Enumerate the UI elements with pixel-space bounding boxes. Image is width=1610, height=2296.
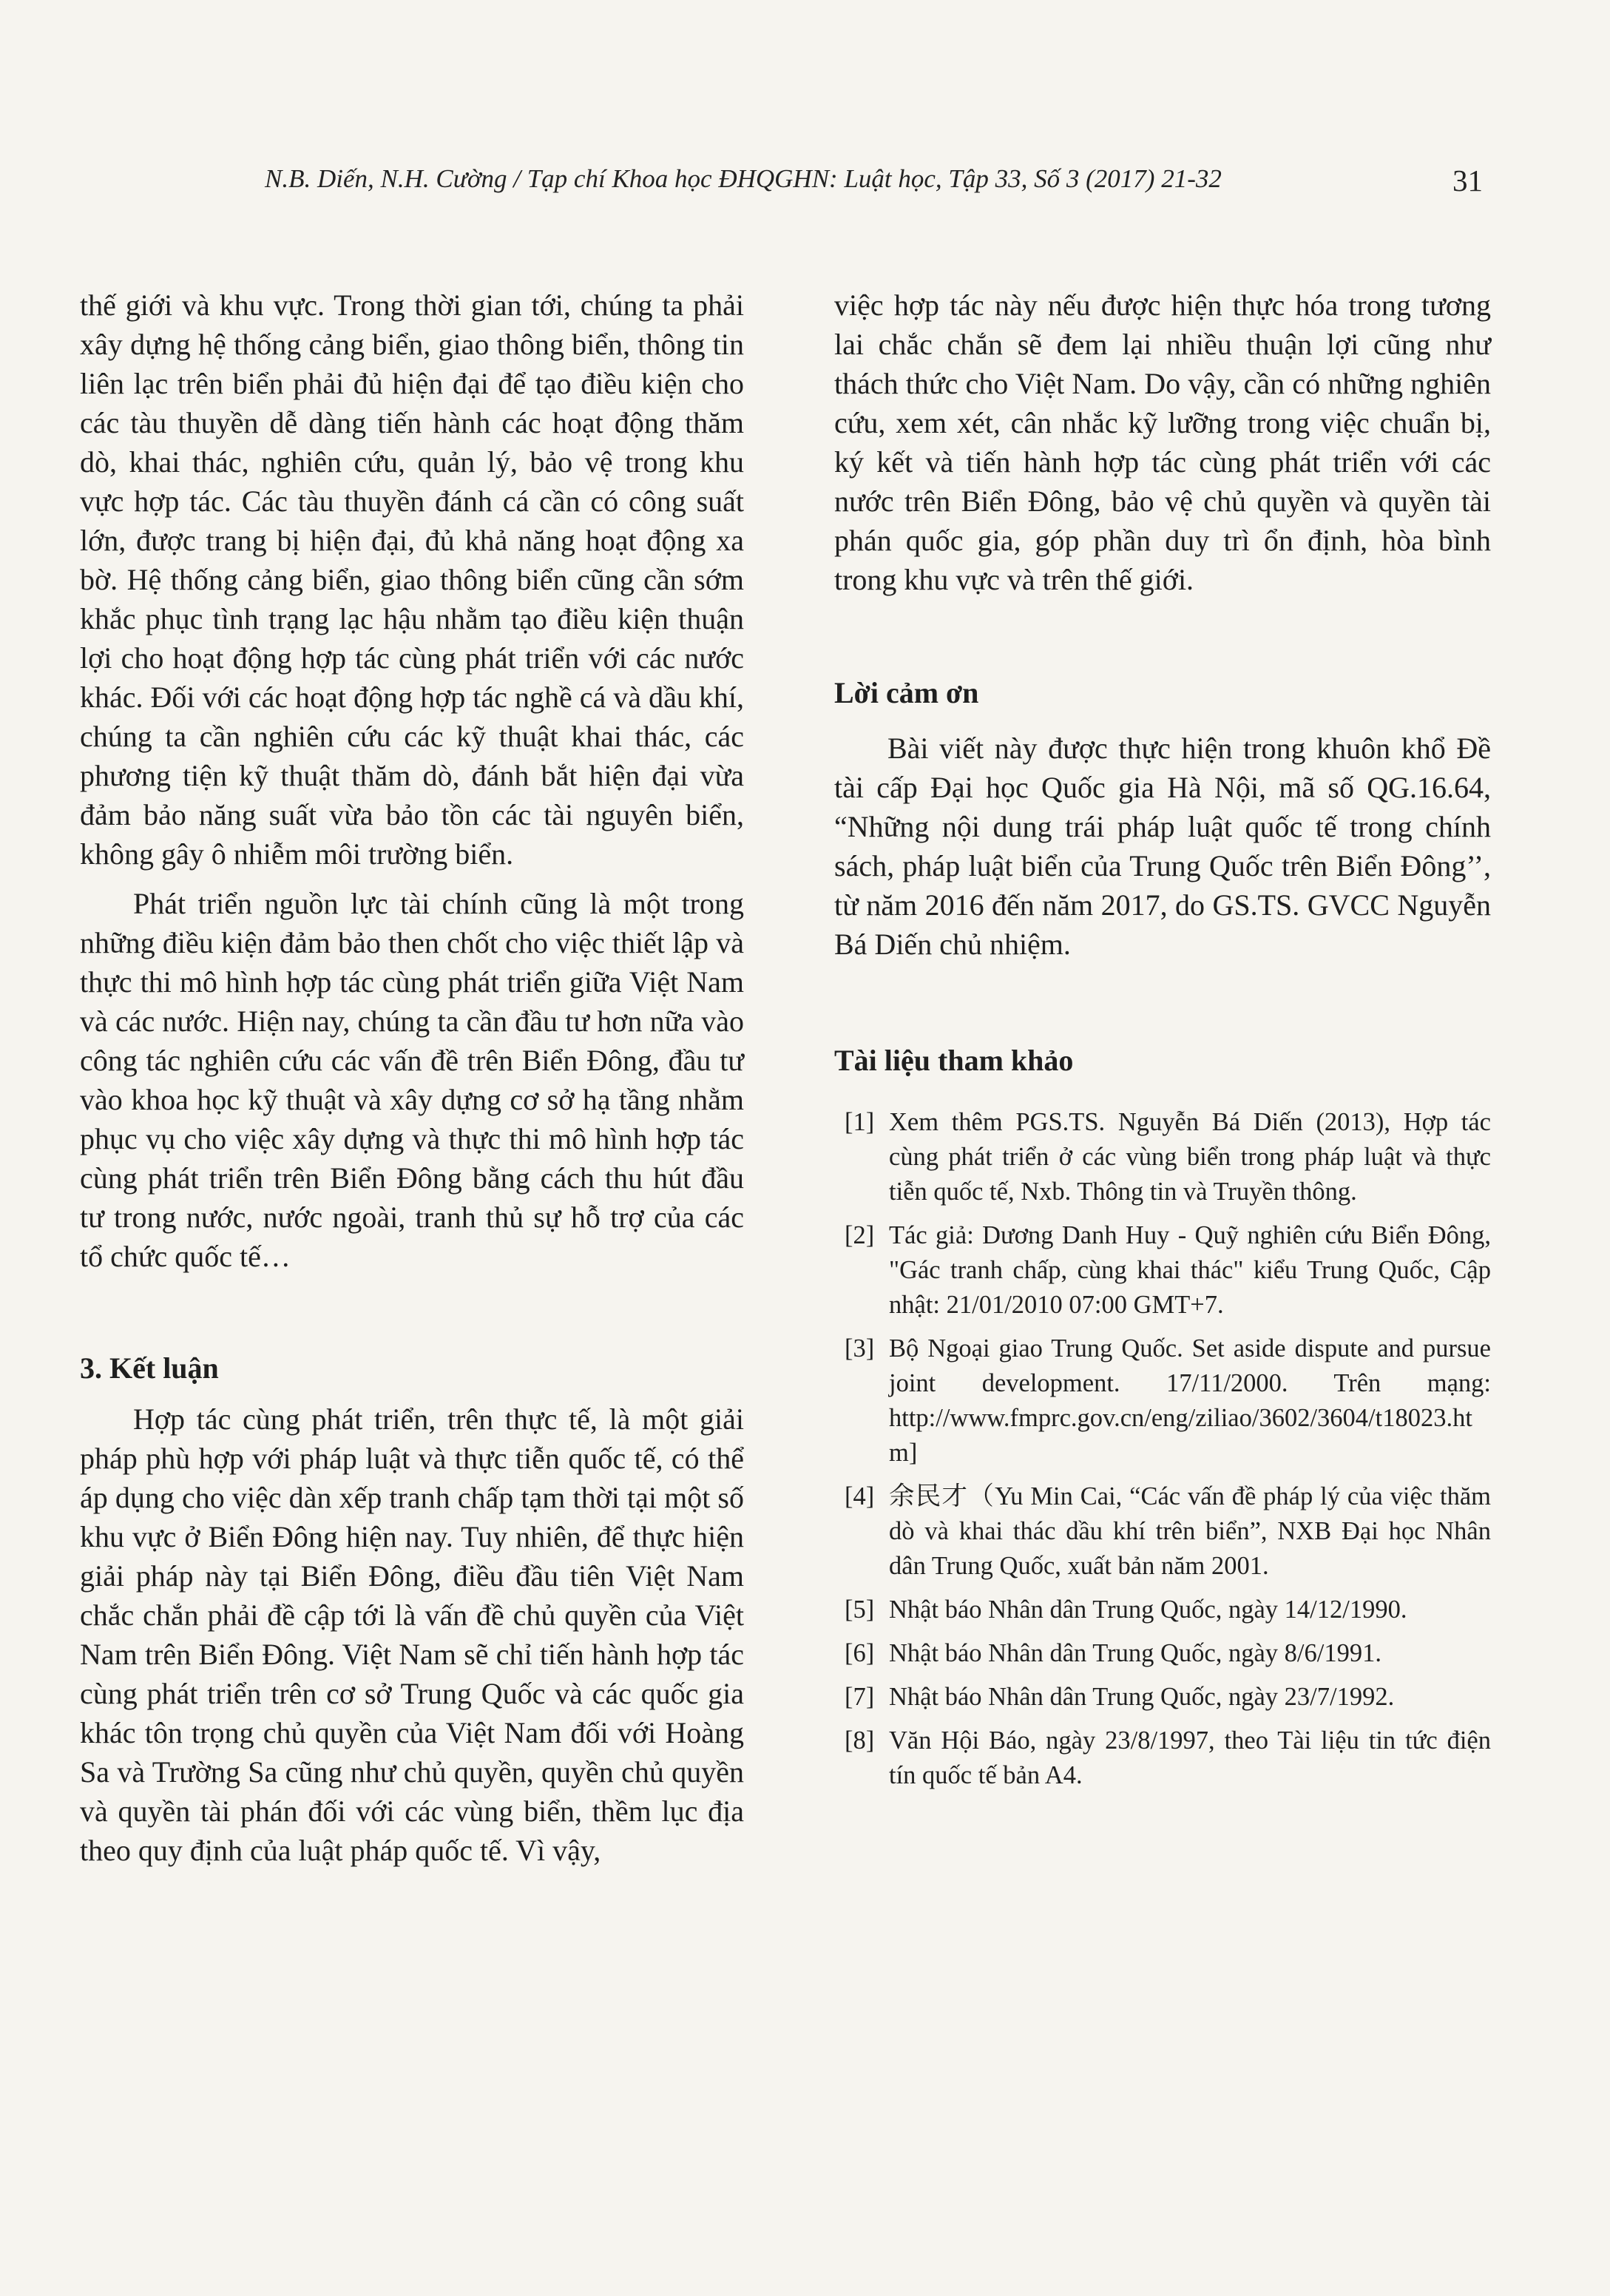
reference-item [834,1593,1491,1627]
reference-number: [8] [845,1726,875,1755]
body-paragraph: Phát triển nguồn lực tài chính cũng là một trong những điều kiện đảm bảo then chốt cho việc thiết lập và thực thi mô hình hợp tác cùng phát triển giữa Việt Nam và các nước. Hiện nay, chúng ta cần đầu tư hơn nữa vào công tác nghiên cứu các vấn đề trên Biển Đông, đầu tư vào khoa học kỹ thuật và xây dựng cơ sở hạ tầng nhằm phục vụ cho việc xây dựng và thực thi mô hình hợp tác cùng phát triển trên Biển Đông bằng cách thu hút đầu tư trong nước, nước ngoài, tranh thủ sự hỗ trợ của các tổ chức quốc tế… [80,887,744,1273]
reference-text: Nhật báo Nhân dân Trung Quốc, ngày 14/12/1990. [889,1596,1407,1624]
running-header [0,164,1610,206]
reference-item [834,1479,1491,1584]
section-heading-conclusion: 3. Kết luận [80,1351,219,1385]
reference-text: Văn Hội Báo, ngày 23/8/1997, theo Tài liệu tin tức điện tín quốc tế bản A4. [889,1726,1491,1789]
body-paragraph: thế giới và khu vực. Trong thời gian tới, chúng ta phải xây dựng hệ thống cảng biển, giao thông biển, thông tin liên lạc trên biển phải đủ hiện đại để tạo điều kiện cho các tàu thuyền dễ dàng tiến hành các hoạt động thăm dò, khai thác, nghiên cứu, quản lý, bảo vệ trong khu vực hợp tác. Các tàu thuyền đánh cá cần có công suất lớn, được trang bị hiện đại, đủ khả năng hoạt động xa bờ. Hệ thống cảng biển, giao thông biển cũng cần sớm khắc phục tình trạng lạc hậu nhằm tạo điều kiện thuận lợi cho hoạt động hợp tác cùng phát triển với các nước khác. Đối với các hoạt động hợp tác nghề cá và dầu khí, chúng ta cần nghiên cứu các kỹ thuật khai thác, các phương tiện kỹ thuật thăm dò, đánh bắt hiện đại vừa đảm bảo năng suất vừa bảo tồn các tài nguyên biển, không gây ô nhiễm môi trường biển. [80,288,744,871]
reference-text: Nhật báo Nhân dân Trung Quốc, ngày 23/7/1992. [889,1683,1395,1711]
reference-number: [2] [845,1221,875,1249]
reference-item [834,1680,1491,1715]
reference-number: [7] [845,1683,875,1711]
page-number: 31 [1452,163,1483,197]
left-column [80,286,744,1870]
reference-item [834,1636,1491,1671]
reference-item [834,1218,1491,1323]
reference-number: [3] [845,1334,875,1363]
reference-number: [6] [845,1639,875,1667]
acknowledgement-text: Bài viết này được thực hiện trong khuôn khổ Đề tài cấp Đại học Quốc gia Hà Nội, mã số QG.16.64, “Những nội dung trái pháp luật quốc tế trong chính sách, pháp luật biển của Trung Quốc trên Biển Đông’’, từ năm 2016 đến năm 2017, do GS.TS. GVCC Nguyễn Bá Diến chủ nhiệm. [834,732,1491,961]
reference-text: Tác giả: Dương Danh Huy - Quỹ nghiên cứu Biển Đông, "Gác tranh chấp, cùng khai thác" kiểu Trung Quốc, Cập nhật: 21/01/2010 07:00 GMT+7. [889,1221,1491,1319]
body-paragraph: việc hợp tác này nếu được hiện thực hóa trong tương lai chắc chắn sẽ đem lại nhiều thuận lợi cũng như thách thức cho Việt Nam. Do vậy, cần có những nghiên cứu, xem xét, cân nhắc kỹ lưỡng trong việc chuẩn bị, ký kết và tiến hành hợp tác cùng phát triển với các nước trên Biển Đông, bảo vệ chủ quyền và quyền tài phán quốc gia, góp phần duy trì ổn định, hòa bình trong khu vực và trên thế giới. [834,288,1491,596]
reference-text: Bộ Ngoại giao Trung Quốc. Set aside dispute and pursue joint development. 17/11/2000. Trên mạng: http://www.fmprc.gov.cn/eng/ziliao/3602/3604/t18023.htm] [889,1334,1491,1467]
reference-text: 余民才（Yu Min Cai, “Các vấn đề pháp lý của việc thăm dò và khai thác dầu khí trên biển”, NXB Đại học Nhân dân Trung Quốc, xuất bản năm 2001. [889,1482,1491,1580]
reference-item [834,1331,1491,1471]
reference-text: Xem thêm PGS.TS. Nguyễn Bá Diến (2013), Hợp tác cùng phát triển ở các vùng biển trong pháp luật và thực tiễn quốc tế, Nxb. Thông tin và Truyền thông. [889,1108,1491,1206]
references-heading: Tài liệu tham khảo [834,1044,1074,1077]
reference-item [834,1105,1491,1209]
right-column [834,286,1491,1802]
reference-text: Nhật báo Nhân dân Trung Quốc, ngày 8/6/1991. [889,1639,1381,1667]
reference-number: [1] [845,1108,875,1136]
reference-number: [5] [845,1596,875,1624]
running-head-text: N.B. Diến, N.H. Cường / Tạp chí Khoa học ĐHQGHN: Luật học, Tập 33, Số 3 (2017) 21-32 [265,164,1222,193]
acknowledgement-heading: Lời cảm ơn [834,676,979,709]
reference-number: [4] [845,1482,875,1510]
reference-item [834,1723,1491,1793]
body-paragraph: Hợp tác cùng phát triển, trên thực tế, là một giải pháp phù hợp với pháp luật và thực tiễn quốc tế, có thể áp dụng cho việc dàn xếp tranh chấp tạm thời tại một số khu vực ở Biển Đông hiện nay. Tuy nhiên, để thực hiện giải pháp này tại Biển Đông, điều đầu tiên Việt Nam chắc chắn phải đề cập tới là vấn đề chủ quyền của Việt Nam trên Biển Đông. Việt Nam sẽ chỉ tiến hành hợp tác cùng phát triển trên cơ sở Trung Quốc và các quốc gia khác tôn trọng chủ quyền của Việt Nam đối với Hoàng Sa và Trường Sa cũng như chủ quyền, quyền chủ quyền và quyền tài phán đối với các vùng biển, thềm lục địa theo quy định của luật pháp quốc tế. Vì vậy, [80,1402,744,1867]
reference-list [834,1105,1491,1793]
